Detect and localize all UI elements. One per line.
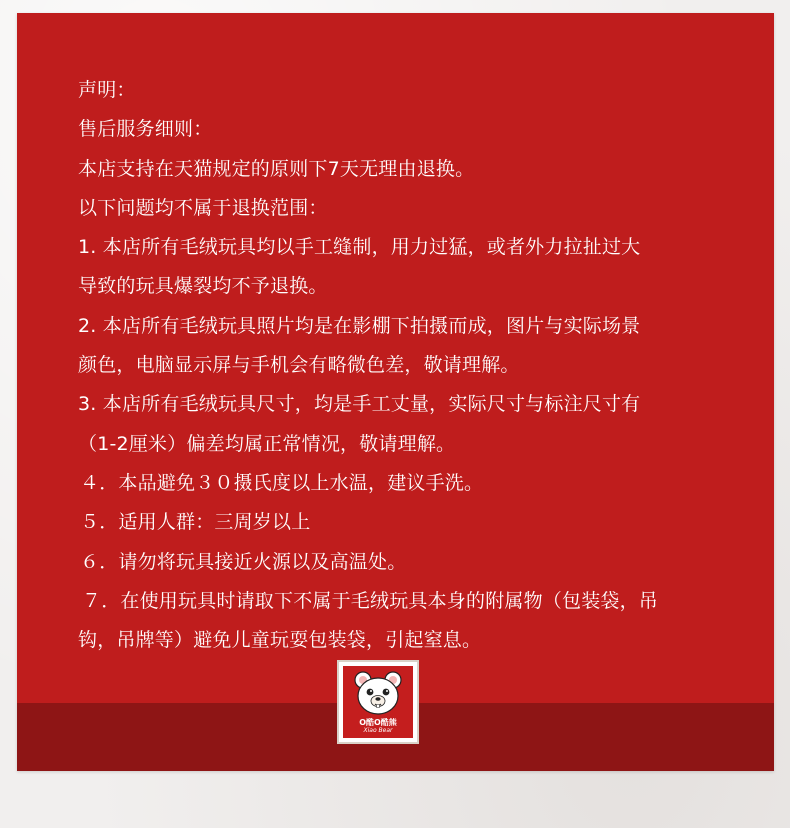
- brand-name-en: Xiao Bear: [363, 727, 393, 734]
- exclusions-heading: 以下问题均不属于退换范围：: [78, 196, 328, 219]
- notice-card: [17, 13, 774, 771]
- brand-name-cn: O酷O酷熊: [359, 718, 397, 727]
- rule-3-line-2: （1-2厘米）偏差均属正常情况，敬请理解。: [78, 432, 456, 455]
- rule-1-line-2: 导致的玩具爆裂均不予退换。: [78, 275, 328, 298]
- rule-7-line-1: ７．在使用玩具时请取下不属于毛绒玩具本身的附属物（包装袋，吊: [82, 589, 659, 612]
- notice-heading: 声明：: [78, 79, 136, 101]
- bear-face-icon: [353, 670, 403, 718]
- return-policy-line: 本店支持在天猫规定的原则下7天无理由退换。: [78, 157, 475, 180]
- rule-3-line-1: 3. 本店所有毛绒玩具尺寸，均是手工丈量，实际尺寸与标注尺寸有: [78, 393, 641, 416]
- rule-5-line: ５．适用人群：三周岁以上: [80, 511, 311, 534]
- rule-1-line-1: 1. 本店所有毛绒玩具均以手工缝制，用力过猛，或者外力拉扯过大: [78, 236, 641, 259]
- rule-2-line-2: 颜色，电脑显示屏与手机会有略微色差，敬请理解。: [78, 354, 520, 377]
- notice-text: [78, 71, 748, 660]
- rule-4-line: ４．本品避免３０摄氏度以上水温，建议手洗。: [80, 471, 484, 494]
- rule-7-line-2: 钩，吊牌等）避免儿童玩耍包装袋，引起窒息。: [78, 629, 482, 652]
- rule-2-line-1: 2. 本店所有毛绒玩具照片均是在影棚下拍摄而成，图片与实际场景: [78, 314, 641, 337]
- brand-logo: [337, 660, 419, 744]
- rule-6-line: ６．请勿将玩具接近火源以及高温处。: [80, 550, 407, 573]
- after-sales-heading: 售后服务细则：: [78, 118, 213, 141]
